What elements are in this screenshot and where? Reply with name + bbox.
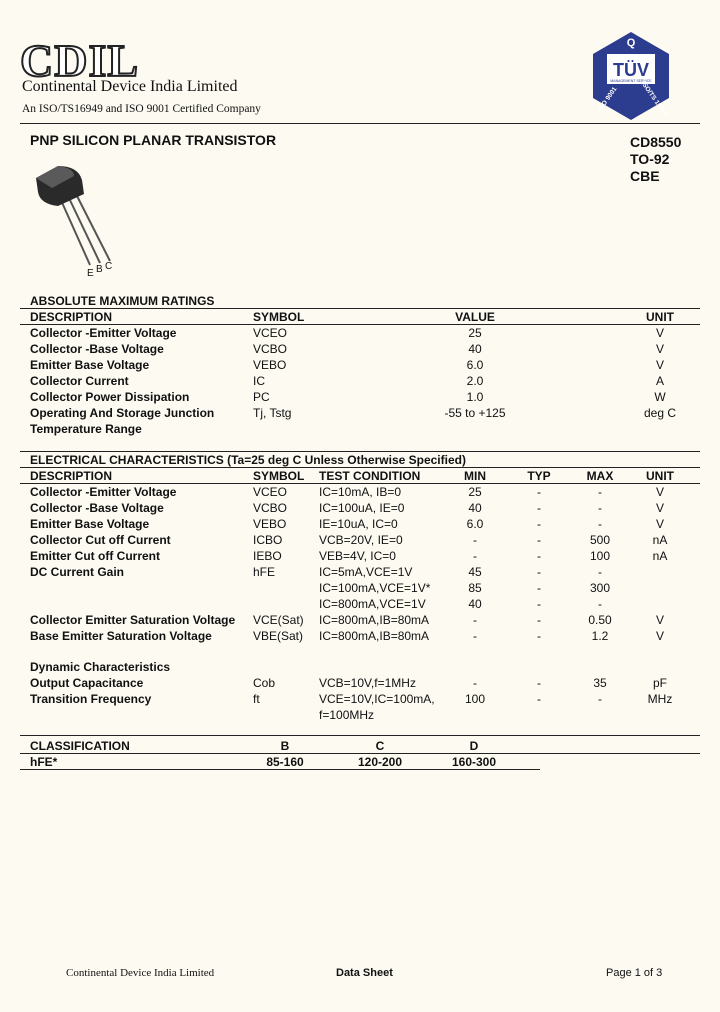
abs-max-unit: W xyxy=(654,390,666,404)
dynamic-typ: - xyxy=(537,676,541,690)
dynamic-description: Output Capacitance xyxy=(30,676,144,690)
footer-doc-type: Data Sheet xyxy=(336,967,393,979)
abs-max-symbol: Tj, Tstg xyxy=(253,406,292,420)
elec-description: Collector -Emitter Voltage xyxy=(30,485,177,499)
elec-condition: IC=5mA,VCE=1V xyxy=(319,565,413,579)
dynamic-unit: pF xyxy=(652,676,668,690)
abs-max-symbol: IC xyxy=(253,374,265,388)
elec-max: 0.50 xyxy=(588,613,612,627)
elec-condition: IC=800mA,IB=80mA xyxy=(319,629,430,643)
abs-max-description: Collector -Emitter Voltage xyxy=(30,326,177,340)
abs-max-unit: deg C xyxy=(643,406,677,420)
dynamic-symbol: ft xyxy=(253,692,260,706)
dynamic-description: Transition Frequency xyxy=(30,692,152,706)
class-rule-top xyxy=(20,735,700,736)
elec-condition: IC=10mA, IB=0 xyxy=(319,485,402,499)
tuv-q: Q xyxy=(626,37,636,49)
elec-description: Collector -Base Voltage xyxy=(30,501,164,515)
elec-unit: V xyxy=(655,485,665,499)
elec-description: Collector Cut off Current xyxy=(30,533,171,547)
abs-max-value: 2.0 xyxy=(466,374,484,388)
elec-symbol: hFE xyxy=(253,565,276,579)
abs-max-symbol: VCBO xyxy=(253,342,288,356)
elec-hdr-typ: TYP xyxy=(527,469,551,483)
class-row-label: hFE* xyxy=(30,755,58,769)
elec-typ: - xyxy=(537,613,541,627)
elec-unit: V xyxy=(655,501,665,515)
class-hdr-b: B xyxy=(280,739,290,753)
abs-max-hdr-value: VALUE xyxy=(455,310,495,324)
package-type: TO-92 xyxy=(630,151,670,167)
dynamic-symbol: Cob xyxy=(253,676,276,690)
elec-symbol: VEBO xyxy=(253,517,287,531)
class-hdr-d: D xyxy=(469,739,479,753)
elec-typ: - xyxy=(537,501,541,515)
tuv-iso9001: ISO 9001 xyxy=(597,85,619,113)
elec-symbol: VCE(Sat) xyxy=(253,613,304,627)
elec-unit: nA xyxy=(652,549,668,563)
elec-condition: IE=10uA, IC=0 xyxy=(319,517,398,531)
tuv-badge xyxy=(585,30,677,122)
elec-typ: - xyxy=(537,597,541,611)
elec-unit: V xyxy=(655,517,665,531)
company-name: Continental Device India Limited xyxy=(22,78,238,95)
cdil-logo: CDIL xyxy=(20,35,140,86)
class-rule-bottom xyxy=(20,769,540,770)
elec-condition: VEB=4V, IC=0 xyxy=(319,549,396,563)
elec-min: - xyxy=(473,629,477,643)
dynamic-min: - xyxy=(473,676,477,690)
elec-hdr-min: MIN xyxy=(464,469,486,483)
dynamic-title: Dynamic Characteristics xyxy=(30,660,171,674)
elec-rule-title xyxy=(20,467,700,468)
elec-min: 25 xyxy=(468,485,482,499)
elec-condition: IC=800mA,VCE=1V xyxy=(319,597,426,611)
elec-typ: - xyxy=(537,517,541,531)
abs-max-unit: V xyxy=(655,326,665,340)
elec-symbol: IEBO xyxy=(253,549,282,563)
abs-max-symbol: PC xyxy=(253,390,270,404)
pin-label-b: B xyxy=(96,264,103,275)
elec-condition: IC=100uA, IE=0 xyxy=(319,501,405,515)
elec-typ: - xyxy=(537,565,541,579)
elec-description: Emitter Base Voltage xyxy=(30,517,150,531)
elec-typ: - xyxy=(537,485,541,499)
abs-max-value: 1.0 xyxy=(466,390,484,404)
elec-symbol: VCEO xyxy=(253,485,288,499)
abs-max-symbol: VEBO xyxy=(253,358,287,372)
dynamic-max: 35 xyxy=(593,676,607,690)
elec-min: 6.0 xyxy=(466,517,484,531)
elec-hdr-max: MAX xyxy=(586,469,614,483)
pin-label-c: C xyxy=(105,261,113,272)
elec-max: 100 xyxy=(589,549,611,563)
elec-unit: V xyxy=(655,613,665,627)
elec-condition: IC=800mA,IB=80mA xyxy=(319,613,430,627)
abs-max-description: Collector Power Dissipation xyxy=(30,390,190,404)
abs-max-rule-hdr xyxy=(20,324,700,325)
elec-rule-top xyxy=(20,451,700,452)
abs-max-value: 40 xyxy=(468,342,482,356)
tuv-sub: MANAGEMENT SERVICE xyxy=(610,79,652,83)
class-val-d: 160-300 xyxy=(451,755,497,769)
tuv-isots: ISO/TS 16949 xyxy=(639,80,669,119)
elec-max: 500 xyxy=(589,533,611,547)
elec-typ: - xyxy=(537,549,541,563)
elec-hdr-desc: DESCRIPTION xyxy=(30,469,113,483)
abs-max-unit: V xyxy=(655,358,665,372)
class-hdr-c: C xyxy=(375,739,385,753)
abs-max-hdr-desc: DESCRIPTION xyxy=(30,310,113,324)
elec-unit: V xyxy=(655,629,665,643)
elec-min: 40 xyxy=(468,597,482,611)
elec-typ: - xyxy=(537,629,541,643)
dynamic-condition: VCB=10V,f=1MHz xyxy=(319,676,416,690)
elec-min: 40 xyxy=(468,501,482,515)
to92-package-illustration xyxy=(30,160,120,275)
header-divider xyxy=(20,123,700,124)
tuv-text: TÜV xyxy=(613,60,649,80)
abs-max-symbol: VCEO xyxy=(253,326,288,340)
elec-hdr-unit: UNIT xyxy=(646,469,674,483)
elec-max: 1.2 xyxy=(591,629,609,643)
elec-max: 300 xyxy=(589,581,611,595)
dynamic-typ: - xyxy=(537,692,541,706)
dynamic-max: - xyxy=(598,692,602,706)
elec-min: - xyxy=(473,613,477,627)
pin-label-e: E xyxy=(87,268,94,279)
elec-condition: IC=100mA,VCE=1V* xyxy=(319,581,431,595)
abs-max-description: Collector -Base Voltage xyxy=(30,342,164,356)
class-val-b: 85-160 xyxy=(266,755,304,769)
elec-condition: VCB=20V, IE=0 xyxy=(319,533,403,547)
dynamic-row-cont: f=100MHz xyxy=(319,708,375,722)
elec-typ: - xyxy=(537,533,541,547)
elec-description: Base Emitter Saturation Voltage xyxy=(30,629,212,643)
abs-max-rule-top xyxy=(20,308,700,309)
abs-max-unit: V xyxy=(655,342,665,356)
abs-max-value: 6.0 xyxy=(466,358,484,372)
abs-max-hdr-symbol: SYMBOL xyxy=(253,310,305,324)
abs-max-hdr-unit: UNIT xyxy=(646,310,674,324)
elec-description: DC Current Gain xyxy=(30,565,125,579)
elec-min: - xyxy=(473,533,477,547)
pinout: CBE xyxy=(630,168,660,184)
elec-description: Collector Emitter Saturation Voltage xyxy=(30,613,236,627)
elec-rule-hdr xyxy=(20,483,700,484)
part-number: CD8550 xyxy=(630,134,682,150)
abs-max-row-cont: Temperature Range xyxy=(30,422,142,436)
class-hdr-title: CLASSIFICATION xyxy=(30,739,130,753)
elec-hdr-condition: TEST CONDITION xyxy=(319,469,421,483)
elec-symbol: VCBO xyxy=(253,501,288,515)
elec-symbol: VBE(Sat) xyxy=(253,629,304,643)
elec-max: - xyxy=(598,597,602,611)
abs-max-description: Emitter Base Voltage xyxy=(30,358,150,372)
elec-min: - xyxy=(473,549,477,563)
elec-unit: nA xyxy=(652,533,668,547)
elec-max: - xyxy=(598,517,602,531)
abs-max-value: 25 xyxy=(468,326,482,340)
dynamic-condition: VCE=10V,IC=100mA, xyxy=(319,692,435,706)
footer-page: Page 1 of 3 xyxy=(606,967,663,979)
elec-max: - xyxy=(598,565,602,579)
elec-title: ELECTRICAL CHARACTERISTICS (Ta=25 deg C Unless Otherwise Specified) xyxy=(30,453,466,467)
product-title: PNP SILICON PLANAR TRANSISTOR xyxy=(30,132,277,148)
dynamic-unit: MHz xyxy=(647,692,673,706)
elec-description: Emitter Cut off Current xyxy=(30,549,160,563)
abs-max-title: ABSOLUTE MAXIMUM RATINGS xyxy=(30,294,215,308)
elec-max: - xyxy=(598,501,602,515)
elec-min: 45 xyxy=(468,565,482,579)
dynamic-min: 100 xyxy=(464,692,486,706)
abs-max-description: Collector Current xyxy=(30,374,129,388)
abs-max-unit: A xyxy=(655,374,665,388)
class-rule-hdr xyxy=(20,753,700,754)
elec-symbol: ICBO xyxy=(253,533,283,547)
elec-max: - xyxy=(598,485,602,499)
class-val-c: 120-200 xyxy=(357,755,403,769)
elec-typ: - xyxy=(537,581,541,595)
footer-company: Continental Device India Limited xyxy=(66,967,215,979)
abs-max-value: -55 to +125 xyxy=(444,406,506,420)
elec-min: 85 xyxy=(468,581,482,595)
certification-text: An ISO/TS16949 and ISO 9001 Certified Company xyxy=(22,103,261,115)
elec-hdr-symbol: SYMBOL xyxy=(253,469,305,483)
abs-max-description: Operating And Storage Junction xyxy=(30,406,215,420)
